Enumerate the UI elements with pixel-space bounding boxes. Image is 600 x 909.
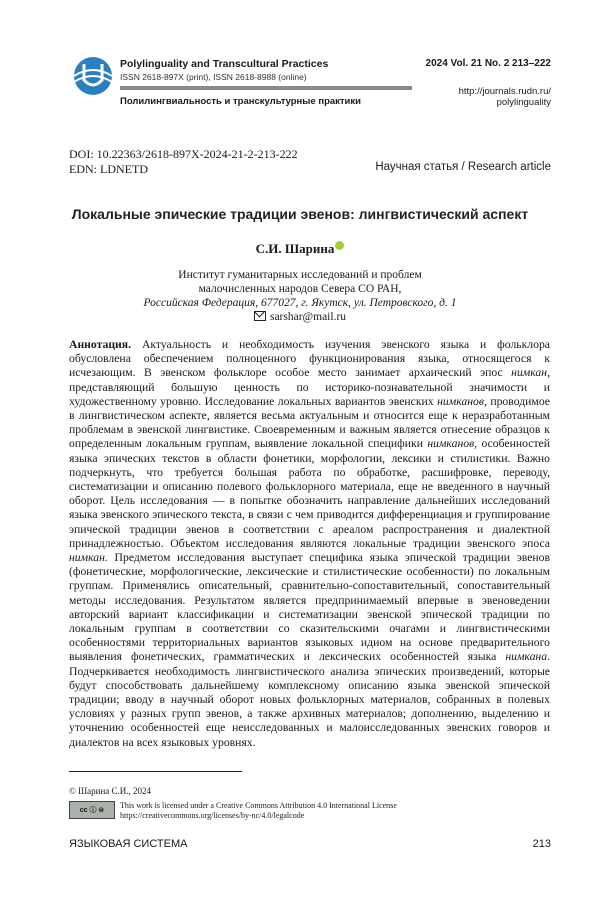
abstract-text-6: . Подчеркивается необходимость лингвистического анализа эпических произведений, которые будут способствовать дальнейшему комплексному описанию языка эвенской эпической традиции; вводу в научный оборот новых фольклорных материалов, собранных в полевых условиях у разных групп эвенов, а также архивных материалов; дополнению, выделению и уточнению особенностей еще неисследованных и малоисследованных эвенских говоров и диалектов на всех языковых уровнях. — [69, 650, 550, 749]
abstract-term-2: нимканов — [437, 394, 484, 408]
abstract-term-5: нимкана — [505, 650, 548, 664]
doi[interactable]: DOI: 10.22363/2618-897X-2024-21-2-213-222 — [69, 147, 298, 161]
license — [120, 801, 397, 821]
abstract-text-2: представляющий большую ценность по историко-познавательной значимости и художественному уровню. Исследование локальных вариантов эвенских — [69, 380, 550, 408]
affiliation-line1: Институт гуманитарных исследований и проблем — [178, 269, 422, 281]
abstract-term-3: нимканов — [427, 437, 475, 451]
author-email[interactable]: sarshar@mail.ru — [269, 311, 347, 323]
article-type: Научная статья / Research article — [375, 161, 551, 173]
rudn-logo-icon — [70, 56, 116, 96]
author-name: С.И. Шарина — [255, 241, 335, 256]
abstract-label: Аннотация. — [69, 338, 132, 351]
journal-url[interactable] — [459, 86, 551, 108]
footnote-divider — [69, 771, 242, 772]
page-number: 213 — [532, 838, 551, 850]
abstract-text-4: , особенностей языка эпических текстов в области фонетики, морфологии, лексики и стилистики. Важно подчеркнуть, что требуется большая работа по обработке, расшифровке, переводу, систематизации и описанию полевого фольклорного материала, еще не введенного в научный оборот. Цель исследования — в попытке обозначить направление дальнейших исследований языка эвенского эпического текста, в связи с чем приводится дифференциация и группирование эпической традиции эвенов в соответствии с ареалом распространения и диалектной принадлежностью. Объектом исследования являются локальные традиции эвенского эпоса — [69, 437, 550, 550]
cc-by-nc-icon[interactable]: cc ⓘ ⊜ — [69, 801, 115, 819]
affiliation-line3: Российская Федерация, 677027, г. Якутск, ул. Петровского, д. 1 — [143, 297, 457, 309]
abstract-term-1: нимкан, — [511, 366, 550, 380]
abstract-text-3: , проводимое в лингвистическом аспекте, является весьма актуальным и относится еще к неразработанным проблемам в эвенской лингвистике. Своевременным и важным является отнесение образцов к определенным локальным группам, выявление локальной специфики — [69, 394, 550, 451]
journal-title-en: Polylinguality and Transcultural Practices — [120, 58, 329, 70]
author — [0, 241, 600, 257]
article-title: Локальные эпические традиции эвенов: лингвистический аспект — [71, 206, 529, 222]
journal-url-line2[interactable]: polylinguality — [496, 97, 551, 108]
license-text: This work is licensed under a Creative Commons Attribution 4.0 International License — [120, 801, 397, 810]
license-url[interactable]: https://creativecommons.org/licenses/by-nc/4.0/legalcode — [120, 811, 305, 820]
journal-title-ru: Полилингвиальность и транскультурные практики — [120, 96, 361, 107]
orcid-icon[interactable] — [335, 241, 344, 250]
abstract — [69, 338, 550, 750]
edn: EDN: LDNETD — [69, 162, 148, 176]
issn: ISSN 2618-897X (print), ISSN 2618-8988 (online) — [120, 72, 307, 82]
email-line — [0, 310, 600, 324]
abstract-term-4: нимкан. — [69, 551, 108, 565]
doi-block — [69, 147, 298, 177]
abstract-text-5: Предметом исследования выступает специфика языка эпической традиции эвенов (фонетические, морфологические, лексические и стилистические особенности) по локальным группам. Применялись описательный, сравнительно-сопоставительный, сопоставительный методы исследования. Результатом является предпринимаемый впервые в эвеноведении авторский вариант классификации и систематизации эвенской эпической традиции по локальным группам в соответствии со сказительскими очагами и лингвистическими особенностями территориальных вариантов языковых идиом на основе предварительного выявления фонетических, грамматических и лексических особенностей языка — [69, 551, 550, 664]
header-divider — [120, 86, 412, 90]
envelope-icon — [254, 311, 266, 321]
issue-info: 2024 Vol. 21 No. 2 213–222 — [425, 58, 551, 69]
section-name: ЯЗЫКОВАЯ СИСТЕМА — [69, 838, 188, 850]
copyright: © Шарина С.И., 2024 — [69, 786, 152, 796]
abstract-text-1: Актуальность и необходимость изучения эвенского языка и фольклора обусловлена обеспечением полноценного функционирования языка, относящегося к исчезающим. В эвенском фольклоре особое место занимает архаический эпос — [69, 338, 550, 380]
affiliation-line2: малочисленных народов Севера СО РАН, — [198, 283, 402, 295]
journal-url-line1[interactable]: http://journals.rudn.ru/ — [458, 86, 551, 97]
affiliation — [0, 268, 600, 324]
